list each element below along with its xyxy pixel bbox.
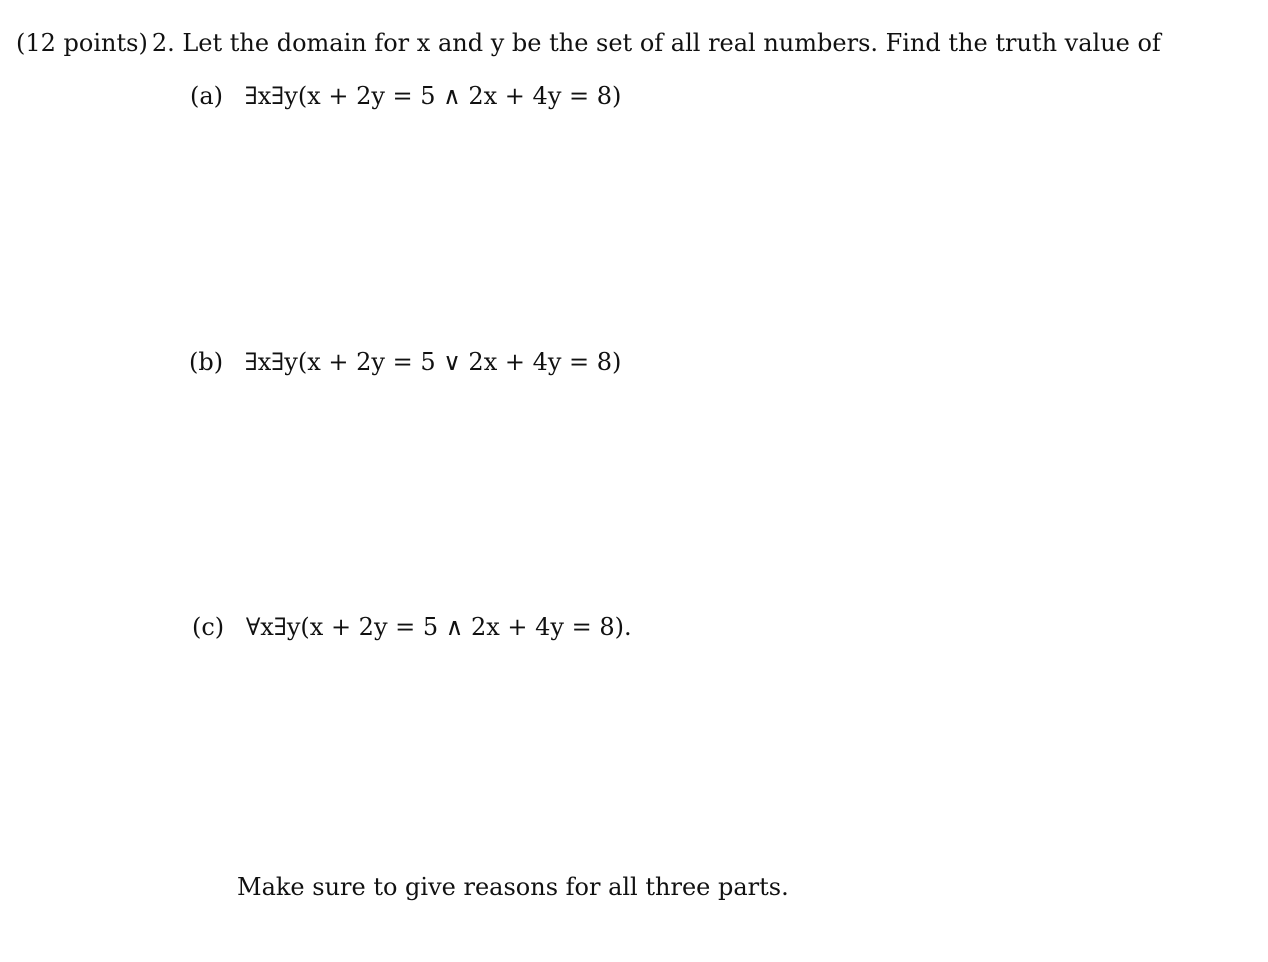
part-b <box>189 350 621 374</box>
part-c <box>192 615 632 639</box>
question-header <box>16 31 1161 55</box>
part-a-expression: ∃x∃y(x + 2y = 5 ∧ 2x + 4y = 8) <box>244 82 622 110</box>
part-a-label: (a) <box>190 82 224 110</box>
instruction: Make sure to give reasons for all three parts. <box>237 873 789 901</box>
part-b-label: (b) <box>189 348 224 376</box>
part-b-expression: ∃x∃y(x + 2y = 5 ∨ 2x + 4y = 8) <box>244 348 622 376</box>
part-a <box>190 84 621 108</box>
points-label: (12 points) <box>16 29 148 57</box>
part-c-label: (c) <box>192 613 225 641</box>
question-prompt: Let the domain for x and y be the set of all real numbers. Find the truth value of <box>182 29 1161 57</box>
part-c-expression: ∀x∃y(x + 2y = 5 ∧ 2x + 4y = 8). <box>245 613 632 641</box>
question-number: 2. <box>151 29 175 57</box>
